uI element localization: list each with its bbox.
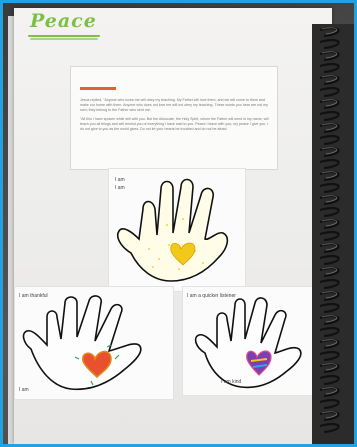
- page-title: Peace: [30, 10, 97, 32]
- hand-word: I am: [115, 185, 125, 191]
- hand-drawing: [109, 169, 245, 291]
- hand-word: I am a quicker listener: [187, 293, 236, 299]
- verse-paragraph: Jesus replied, "Anyone who loves me will obey my teaching. My Father will love them, and we will come to them and make our home with them. Anyone who does not love me will not obey my teaching. These words you hear are not my own; they belong to the Father who sent me.: [80, 98, 268, 112]
- hand-word: I am: [19, 387, 29, 393]
- hand-card-bottom-left: [14, 286, 174, 400]
- hand-card-top: [108, 168, 246, 292]
- hand-word: I am: [115, 177, 125, 183]
- verse-text: [80, 98, 270, 136]
- hand-word: I am kind: [221, 379, 242, 385]
- spiral-binding: [312, 24, 357, 447]
- outer-border-top: [0, 0, 357, 3]
- title-underline: [28, 35, 100, 37]
- hand-card-bottom-right: [182, 286, 316, 396]
- verse-paragraph: "All this I have spoken while still with you. But the Advocate, the Holy Spirit, whom the Father will send in my name, will teach you all things and will remind you of everything I have said to you. Peace I leave with you; my peace I give you. I do not give to you as the world gives. Do not let your hearts be troubled and do not be afraid.: [80, 117, 269, 131]
- verse-heading-mark: [80, 87, 116, 90]
- outer-border-left: [0, 0, 3, 447]
- hand-drawing: [183, 287, 315, 395]
- hand-drawing: [15, 287, 173, 399]
- hand-word: I am thankful: [19, 293, 48, 299]
- title-underline: [30, 38, 98, 40]
